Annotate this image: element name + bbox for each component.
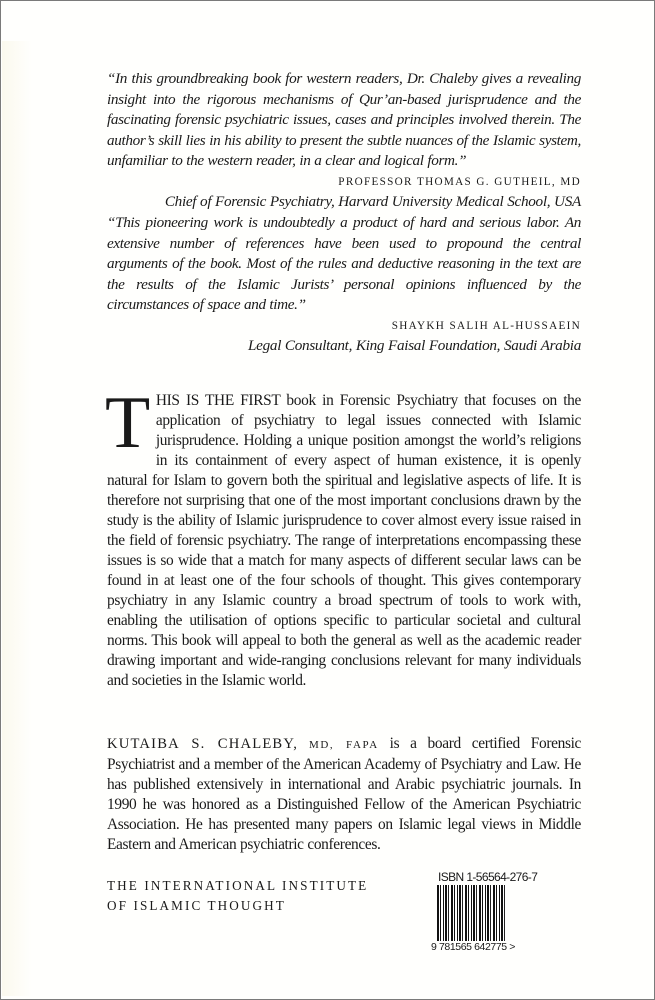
author-bio — [107, 734, 581, 855]
description-lead-in: HIS IS THE FIRST — [155, 392, 281, 409]
barcode-digits: 9 781565 642775 > — [431, 941, 515, 953]
book-description — [105, 382, 581, 691]
author-bio-text: is a board certified Forensic Psychiatrist and a member of the American Academy of Psychiatry and Law. He has published extensively in international and Arabic psychiatric journals. In 1990 he was honored as a Distinguished Fellow of the American Psychiatric Association. He has presented many papers on Islamic legal views in Middle Eastern and American psychiatric conferences. — [107, 735, 581, 853]
publisher-name — [107, 876, 397, 916]
endorsement-quote: “This pioneering work is undoubtedly a product of hard and serious labor. An extensive number of references have been used to propound the central arguments of the book. Most of the rules and deductive reasoning in the text are the results of the Islamic Jurists’ personal opinions influenced by the circumstances of space and time.” — [107, 214, 581, 313]
publisher-line-1: THE INTERNATIONAL INSTITUTE — [107, 878, 369, 893]
publisher-line-2: OF ISLAMIC THOUGHT — [107, 898, 286, 913]
endorsement-quote: “In this groundbreaking book for western readers, Dr. Chaleby gives a revealing insight into the rigorous mechanisms of Qur’an-based jurisprudence and the fascinating forensic psychiatric issues, cases and principles involved therein. The author’s skill lies in his ability to present the subtle nuances of the Islamic system, unfamiliar to the western reader, in a clear and logical form.” — [107, 70, 581, 169]
drop-cap: T — [105, 382, 150, 464]
endorsement-author-name: SHAYKH SALIH AL-HUSSAEIN — [391, 319, 581, 332]
barcode-icon — [437, 885, 507, 941]
description-text: book in Forensic Psychiatry that focuses on the application of psychiatry to legal issues connected with Islamic jurisprudence. Holding a unique position amongst the world’s religions in its containment of every aspect of human existence, it is openly natural for Islam to govern both the spiritual and legislative aspects of life. It is therefore not surprising that one of the most important conclusions drawn by the study is the ability of Islamic jurisprudence to cover almost every issue raised in the field of forensic psychiatry. The range of interpretations encompassing these issues is so wide that a match for many aspects of different secular laws can be found in at least one of the four schools of thought. This gives contemporary psychiatry in any Islamic country a broad spectrum of tools to work with, enabling the utilisation of options specific to particular societal and cultural norms. This book will appeal to both the general as well as the academic reader drawing important and wide-ranging conclusions relevant for many individuals and societies in the Islamic world. — [107, 392, 581, 689]
endorsement-2 — [107, 213, 581, 356]
endorsement-author-name: PROFESSOR THOMAS G. GUTHEIL, MD — [338, 175, 581, 188]
author-credentials: MD, FAPA — [309, 739, 379, 751]
endorsement-1 — [107, 69, 581, 212]
isbn-barcode-block — [431, 870, 541, 954]
isbn-label: ISBN 1-56564-276-7 — [438, 870, 538, 884]
endorsement-author-role: Legal Consultant, King Faisal Foundation, Saudi Arabia — [248, 336, 581, 354]
endorsement-author-role: Chief of Forensic Psychiatry, Harvard University Medical School, USA — [164, 192, 581, 210]
author-name: KUTAIBA S. CHALEBY, — [107, 736, 299, 752]
paper-edge-tint — [2, 41, 32, 996]
